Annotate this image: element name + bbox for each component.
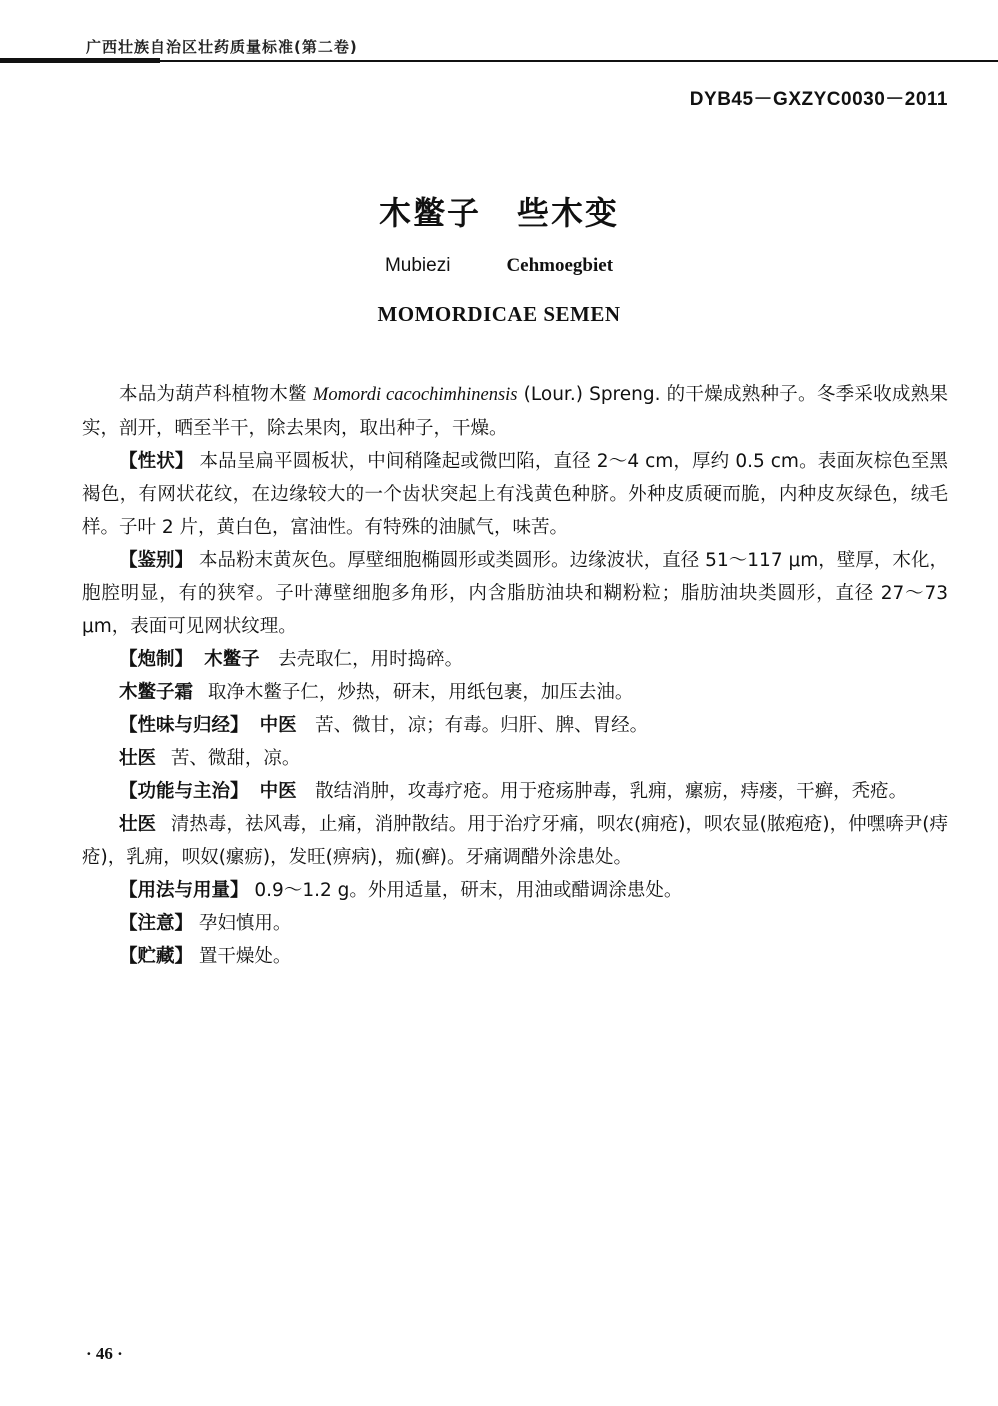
section-label: 【注意】: [119, 913, 194, 934]
latin-name: MOMORDICAE SEMEN: [377, 302, 621, 326]
section-zhuyi: 【注意】 孕妇慎用。: [119, 913, 292, 934]
section-jianbie: 【鉴别】 本品粉末黄灰色。厚壁细胞椭圆形或类圆形。边缘波状，直径 51～117 μm，壁厚，木化，胞腔明显，有的狭窄。子叶薄壁细胞多角形，内含脂肪油块和糊粉粒；脂肪油块类圆形，直径 27～73 μm，表面可见网状纹理。: [82, 550, 948, 637]
section-gongneng-zhuang: 壮医 清热毒，祛风毒，止痛，消肿散结。用于治疗牙痛，呗农(痈疮)，呗农显(脓疱疮)，仲嘿喯尹(痔疮)，乳痈，呗奴(瘰疬)，发旺(痹病)，痂(癣)。牙痛调醋外涂患处。: [82, 814, 948, 868]
title-chinese-name: 木鳖子: [378, 194, 481, 232]
running-head: 广西壮族自治区壮药质量标准(第二卷): [86, 38, 358, 56]
intro-paragraph: 本品为葫芦科植物木鳖 Momordi cacochimhinensis (Lour.) Spreng. 的干燥成熟种子。冬季采收成熟果实，剖开，晒至半干，除去果肉，取出种子，干燥。: [82, 384, 948, 439]
section-label: 【鉴别】: [119, 550, 194, 571]
section-label: 【性味与归经】: [119, 715, 249, 736]
page-number: · 46 ·: [86, 1344, 123, 1363]
section-label: 【性状】: [119, 451, 194, 472]
title-zhuang-name: 些木变: [517, 194, 620, 232]
zhuang-roman-name: Cehmoegbiet: [506, 255, 614, 276]
section-zhucang: 【贮藏】 置干燥处。: [119, 946, 292, 967]
tcm-label: 中医: [259, 781, 297, 802]
subtitle: [0, 254, 998, 277]
section-xingzhuang: 【性状】 本品呈扁平圆板状，中间稍隆起或微凹陷，直径 2～4 cm，厚约 0.5 cm。表面灰棕色至黑褐色，有网状花纹，在边缘较大的一个齿状突起上有浅黄色种脐。外种皮质硬而脆，内种皮灰绿色，绒毛样。子叶 2 片，黄白色，富油性。有特殊的油腻气，味苦。: [82, 451, 948, 538]
section-paozhi-shuang: 木鳖子霜 取净木鳖子仁，炒热，研末，用纸包裹，加压去油。: [119, 682, 634, 703]
section-label: 【炮制】: [119, 649, 194, 670]
section-label: 【用法与用量】: [119, 880, 249, 901]
monograph-body: [82, 378, 948, 973]
page-title: [0, 188, 998, 234]
section-paozhi: 【炮制】 木鳖子 去壳取仁，用时捣碎。: [119, 649, 464, 670]
section-label: 【功能与主治】: [119, 781, 249, 802]
subsection-label: 木鳖子霜: [119, 682, 194, 703]
section-xingwei-zhuang: 壮医 苦、微甜，凉。: [119, 748, 301, 769]
zhuang-label: 壮医: [119, 814, 157, 835]
pinyin-name: Mubiezi: [384, 255, 451, 276]
section-yongfa: 【用法与用量】 0.9～1.2 g。外用适量，研末，用油或醋调涂患处。: [119, 880, 683, 901]
section-label: 【贮藏】: [119, 946, 194, 967]
section-gongneng: 【功能与主治】 中医 散结消肿，攻毒疗疮。用于疮疡肿毒，乳痈，瘰疬，痔瘘，干癣，秃疮。: [119, 781, 908, 802]
species-name: Momordi cacochimhinensis: [312, 385, 518, 405]
standard-code: DYB45－GXZYC0030－2011: [689, 89, 948, 110]
header-rule-thick: [0, 58, 160, 63]
zhuang-label: 壮医: [119, 748, 157, 769]
header-rule-thin: [150, 60, 998, 62]
section-xingwei: 【性味与归经】 中医 苦、微甘，凉；有毒。归肝、脾、胃经。: [119, 715, 649, 736]
tcm-label: 中医: [259, 715, 297, 736]
subsection-label: 木鳖子: [204, 649, 260, 670]
